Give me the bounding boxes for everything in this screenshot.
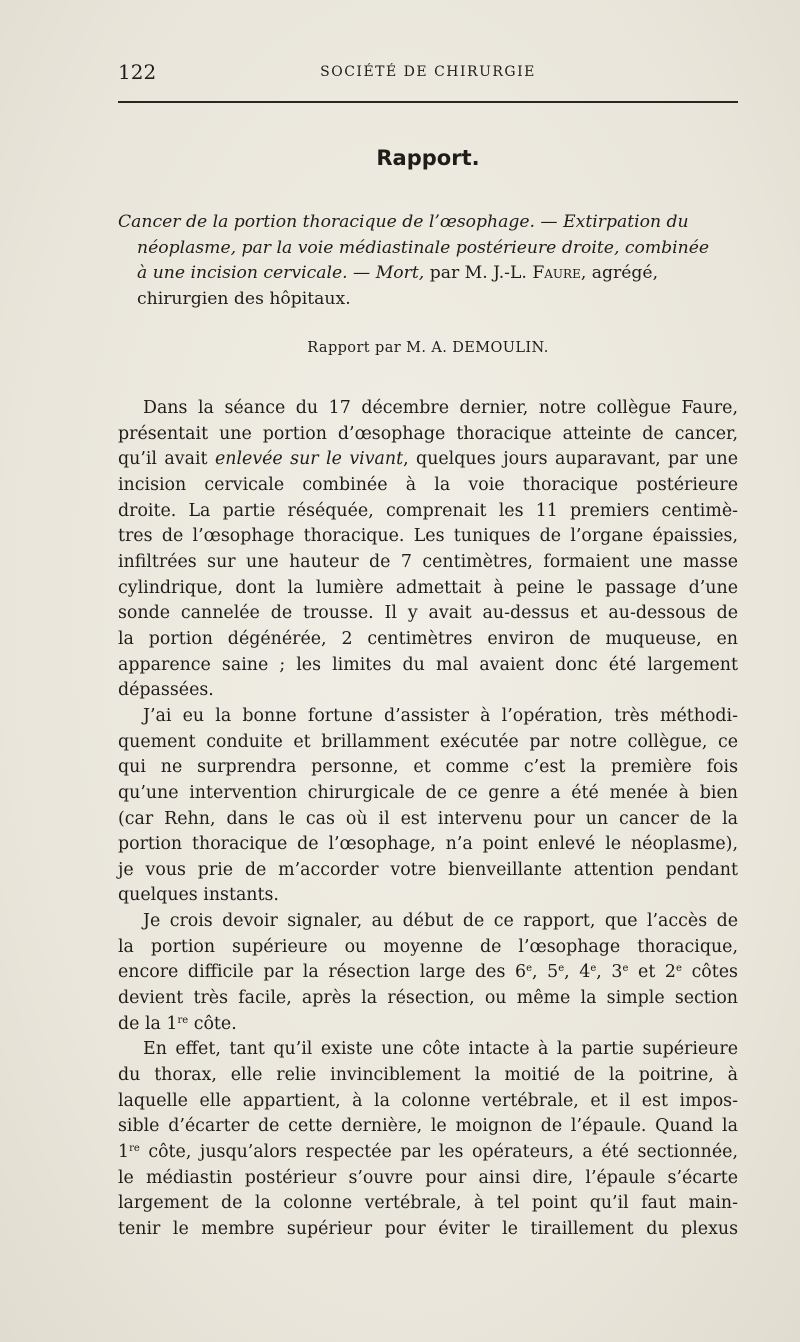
header-title: SOCIÉTÉ DE CHIRURGIE (320, 64, 536, 80)
body-line: Dans la séance du 17 décembre dernier, notre collègue Faure, (143, 398, 738, 418)
body-text: et 2 (628, 962, 677, 983)
body-text: encore difficile par la résection large des 6 (118, 962, 527, 983)
body-line: Je crois devoir signaler, au début de ce rapport, que l’accès de (143, 911, 738, 932)
superscript: e (590, 963, 597, 975)
superscript: e (622, 963, 629, 975)
report-body (118, 396, 738, 1243)
superscript: e (676, 963, 682, 975)
body-line: le médiastin postérieur s’ouvre pour ainsi dire, l’épaule s’écarte (118, 1167, 738, 1188)
body-line: infiltrées sur une hauteur de 7 centimètres, formaient une masse (118, 551, 738, 572)
superscript: re (129, 1143, 140, 1155)
section-title: Rapport. (376, 146, 480, 170)
body-text: 1 (118, 1142, 130, 1163)
body-text: , 4 (564, 962, 591, 983)
body-line: la portion supérieure ou moyenne de l’œsophage thoracique, (118, 936, 738, 957)
byline-prefix: Rapport par M. A. (307, 340, 453, 356)
report-abstract (118, 210, 738, 312)
body-line: laquelle elle appartient, à la colonne vertébrale, et il est impos- (118, 1090, 738, 1111)
abstract-text: par M. J.-L. (424, 263, 533, 283)
page-number: 122 (118, 60, 157, 84)
abstract-line (118, 210, 738, 236)
body-line: qu’une intervention chirurgicale de ce genre a été menée à bien (118, 782, 738, 803)
superscript: e (526, 963, 532, 975)
abstract-line (118, 261, 738, 287)
body-line: sonde cannelée de trousse. Il y avait au-dessus et au-dessous de (118, 603, 738, 624)
body-line (118, 960, 738, 986)
abstract-text: néoplasme, par la voie médiastinale postérieure droite, combinée (137, 237, 710, 258)
body-text: de la 1 (118, 1013, 178, 1034)
body-line (118, 447, 738, 473)
body-line (118, 1140, 738, 1166)
abstract-text: à une incision cervicale. — Mort, (137, 263, 425, 283)
body-line: (car Rehn, dans le cas où il est intervenu pour un cancer de la (118, 808, 738, 829)
body-line: cylindrique, dont la lumière admettait à peine le passage d’une (118, 577, 738, 598)
body-text: côte, jusqu’alors respectée par les opérateurs, a été sectionnée, (139, 1142, 738, 1163)
body-line: En effet, tant qu’il existe une côte intacte à la partie supérieure (143, 1039, 738, 1060)
body-line: portion thoracique de l’œsophage, n’a point enlevé le néoplasme), (118, 834, 738, 855)
body-text: côte. (188, 1013, 237, 1034)
body-line (118, 1012, 738, 1038)
body-line: quelques instants. (118, 885, 279, 906)
body-line: tenir le membre supérieur pour éviter le tiraillement du plexus (118, 1219, 738, 1239)
body-italic: enlevée sur le vivant (214, 449, 404, 470)
author-name: Faure (532, 263, 581, 283)
report-byline (118, 340, 738, 356)
body-text: côtes (681, 962, 738, 983)
body-line: tres de l’œsophage thoracique. Les tuniques de l’organe épaissies, (118, 526, 738, 547)
abstract-line (118, 236, 738, 262)
body-text: , 5 (531, 962, 559, 983)
body-line: qui ne surprendra personne, et comme c’est la première fois (118, 757, 738, 778)
body-line: sible d’écarter de cette dernière, le moignon de l’épaule. Quand la (118, 1116, 738, 1137)
body-line: apparence saine ; les limites du mal avaient donc été largement (118, 654, 738, 675)
body-line: je vous prie de m’accorder votre bienveillante attention pendant (118, 859, 738, 880)
header-rule (118, 101, 738, 103)
body-line: largement de la colonne vertébrale, à tel point qu’il faut main- (118, 1193, 738, 1214)
body-line: du thorax, elle relie invinciblement la moitié de la poitrine, à (118, 1065, 738, 1086)
superscript: e (558, 963, 565, 975)
body-line: incision cervicale combinée à la voie thoracique postérieure (118, 474, 738, 495)
abstract-line (118, 287, 738, 313)
body-line: quement conduite et brillamment exécutée par notre collègue, ce (118, 731, 738, 752)
body-text: qu’il avait (118, 449, 215, 470)
superscript: re (177, 1014, 189, 1026)
body-line: présentait une portion d’œsophage thoracique atteinte de cancer, (118, 423, 738, 444)
abstract-text: Cancer de la portion thoracique de l’œsophage. — Extirpation du (118, 212, 689, 232)
byline-name: DEMOULIN. (452, 340, 549, 356)
abstract-text: , agrégé, (580, 263, 659, 283)
body-text: , 3 (596, 962, 623, 983)
body-line: droite. La partie réséquée, comprenait les 11 premiers centimè- (118, 500, 738, 521)
body-line: dépassées. (118, 680, 214, 701)
body-text: , quelques jours auparavant, par une (403, 449, 738, 470)
body-line: la portion dégénérée, 2 centimètres environ de muqueuse, en (118, 628, 738, 649)
abstract-text: chirurgien des hôpitaux. (137, 288, 351, 309)
body-line: J’ai eu la bonne fortune d’assister à l’opération, très méthodi- (143, 705, 738, 726)
body-line: devient très facile, après la résection, ou même la simple section (118, 988, 738, 1009)
running-head (118, 56, 738, 86)
